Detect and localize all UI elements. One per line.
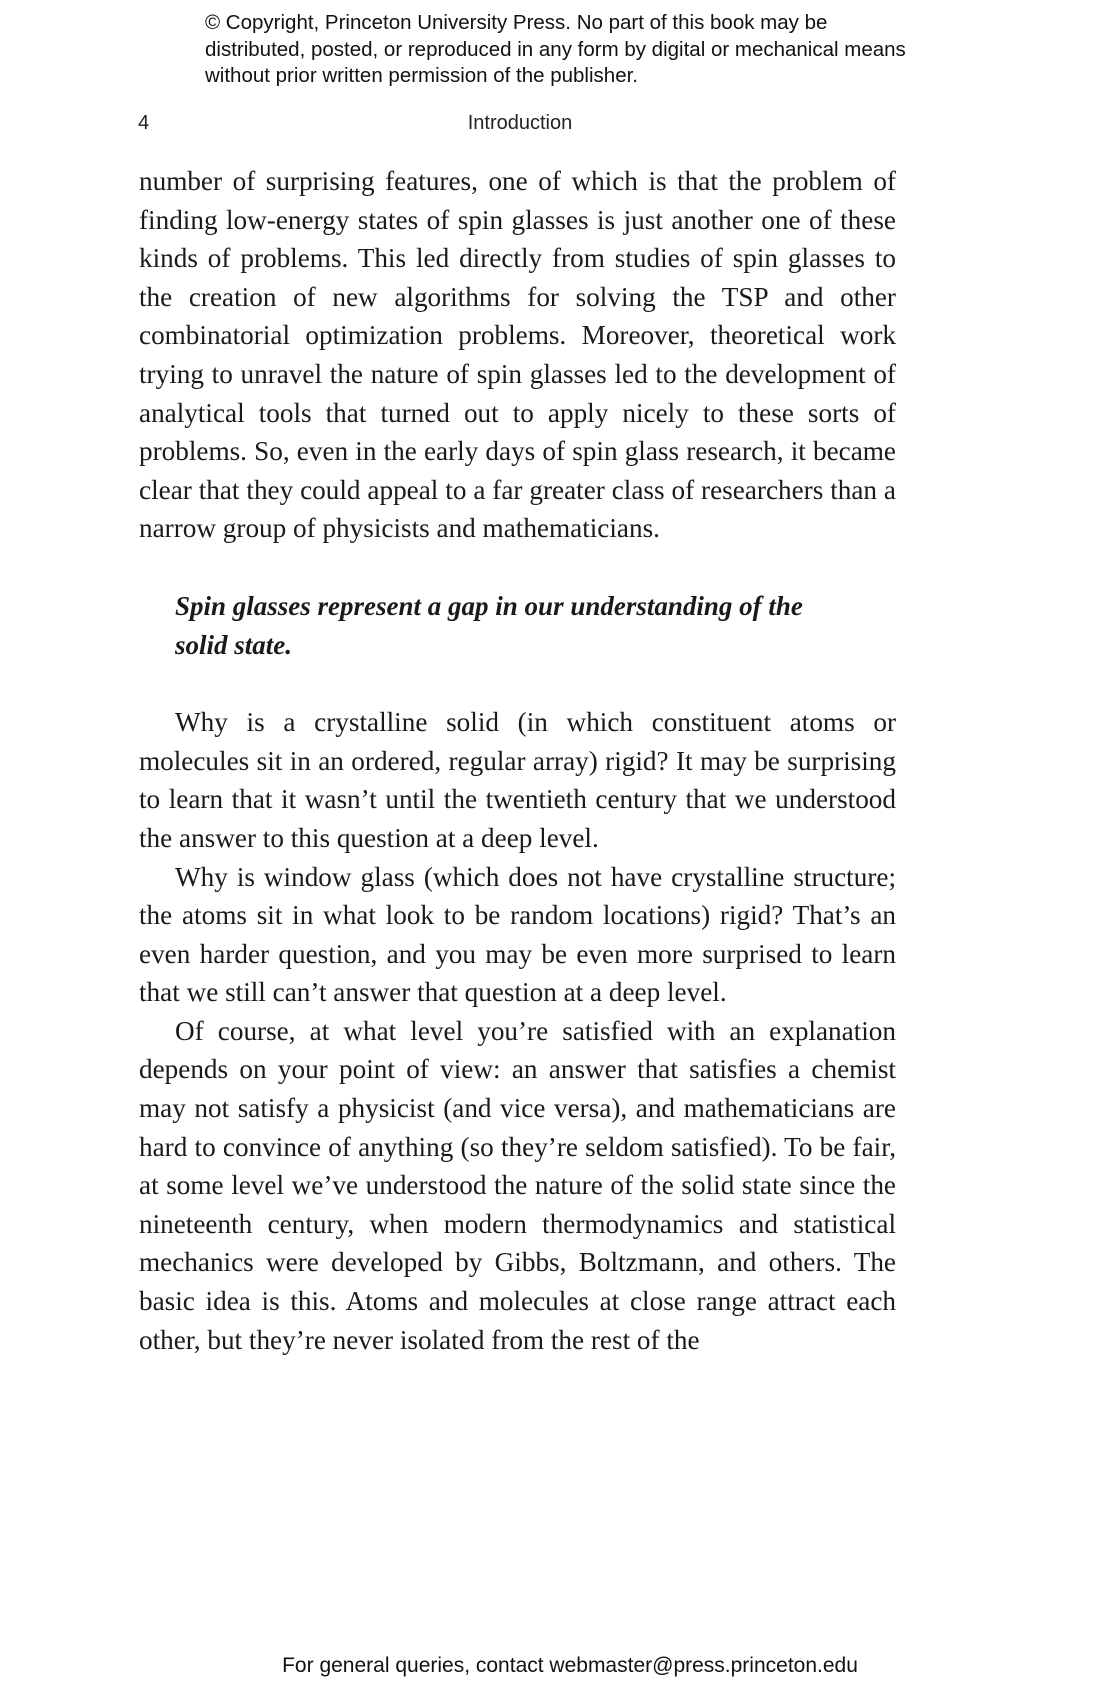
paragraph: number of surprising features, one of which is that the problem of finding low-energy states of spin glasses is just another one of these kinds of problems. This led directly from studies of spin glasses to the creation of new algorithms for solving the TSP and other combinatorial optimization problems. Moreover, theoretical work trying to unravel the nature of spin glasses led to the development of analytical tools that turned out to apply nicely to these sorts of problems. So, even in the early days of spin glass research, it became clear that they could appeal to a far greater class of researchers than a narrow group of physicists and mathematicians.	[139, 166, 896, 544]
chapter-title: Introduction	[467, 112, 573, 134]
footer-contact: For general queries, contact webmaster@press.princeton.edu	[282, 1654, 858, 1677]
body-text	[139, 162, 896, 1359]
copyright-notice: © Copyright, Princeton University Press. No part of this book may be distributed, posted, or reproduced in any form by digital or mechanical means without prior written permission of the publisher.	[205, 11, 906, 87]
paragraph: Why is window glass (which does not have crystalline structure; the atoms sit in what look to be random locations) rigid? That’s an even harder question, and you may be even more surprised to learn that we still can’t answer that question at a deep level.	[139, 861, 896, 1008]
page-number: 4	[138, 112, 150, 134]
section-subheading: Spin glasses represent a gap in our understanding of the solid state.	[175, 590, 803, 660]
paragraph: Why is a crystalline solid (in which constituent atoms or molecules sit in an ordered, regular array) rigid? It may be surprising to learn that it wasn’t until the twentieth century that we understood the answer to this question at a deep level.	[139, 707, 896, 853]
paragraph: Of course, at what level you’re satisfied with an explanation depends on your point of view: an answer that satisfies a chemist may not satisfy a physicist (and vice versa), and mathematicians are hard to convince of anything (so they’re seldom satisfied). To be fair, at some level we’ve understood the nature of the solid state since the nineteenth century, when modern thermodynamics and statistical mechanics were developed by Gibbs, Boltzmann, and others. The basic idea is this. Atoms and molecules at close range attract each other, but they’re never isolated from the rest of the	[139, 1015, 896, 1355]
